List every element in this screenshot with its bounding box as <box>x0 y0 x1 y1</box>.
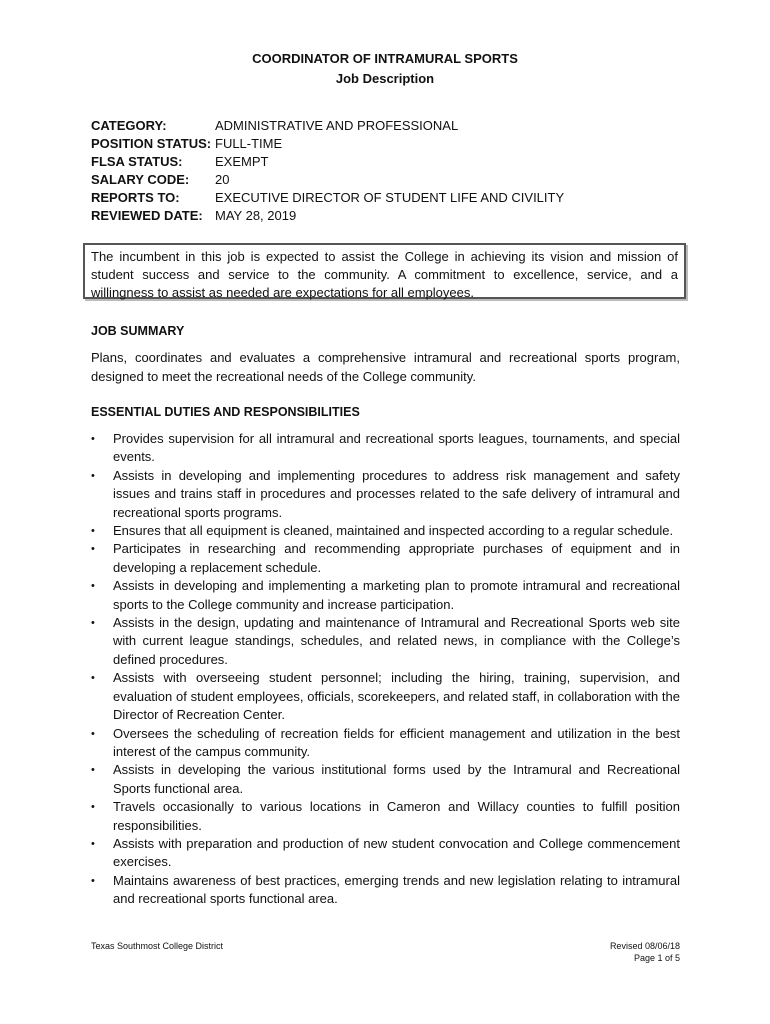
list-item <box>91 835 680 872</box>
duty-text: Assists in developing the various institutional forms used by the Intramural and Recreational Sports functional area. <box>113 762 680 796</box>
meta-value: MAY 28, 2019 <box>215 208 297 223</box>
meta-row-category <box>91 117 564 135</box>
bullet-icon: • <box>91 727 95 740</box>
bullet-icon: • <box>91 672 95 685</box>
list-item <box>91 467 680 522</box>
duty-text: Oversees the scheduling of recreation fields for efficient management and utilization in the best interest of the campus community. <box>113 725 680 759</box>
list-item <box>91 522 680 540</box>
bullet-icon: • <box>91 543 95 556</box>
bullet-icon: • <box>91 617 95 630</box>
meta-value: EXEMPT <box>215 154 269 169</box>
title-block <box>0 49 770 89</box>
meta-value: FULL-TIME <box>215 136 283 151</box>
list-item <box>91 725 680 762</box>
duty-text: Assists with preparation and production of new student convocation and College commencement exercises. <box>113 835 680 870</box>
list-item <box>91 798 680 835</box>
expectations-notice-box: The incumbent in this job is expected to assist the College in achieving its vision and mission of student success and service to the community. A commitment to excellence, service, and a willingness to assist as needed are expectations for all employees. <box>83 243 686 299</box>
meta-label: FLSA STATUS: <box>91 154 183 169</box>
duties-list <box>91 430 680 909</box>
bullet-icon: • <box>91 469 95 482</box>
meta-row-flsa-status <box>91 153 564 171</box>
duty-text: Participates in researching and recommending appropriate purchases of equipment and in developing a replacement schedule. <box>113 541 680 575</box>
job-summary-text: Plans, coordinates and evaluates a comprehensive intramural and recreational sports program, designed to meet the recreational needs of the College community. <box>91 350 680 384</box>
job-summary-heading: JOB SUMMARY <box>91 324 185 338</box>
meta-value: 20 <box>215 172 230 187</box>
list-item <box>91 577 680 614</box>
bullet-icon: • <box>91 525 95 538</box>
duty-text: Travels occasionally to various locations in Cameron and Willacy counties to fulfill position responsibilities. <box>113 799 680 833</box>
list-item <box>91 540 680 577</box>
bullet-icon: • <box>91 801 95 814</box>
duty-text: Maintains awareness of best practices, emerging trends and new legislation relating to intramural and recreational sports functional area. <box>113 872 680 907</box>
duty-text: Assists in the design, updating and maintenance of Intramural and Recreational Sports web site with current league standings, schedules, and related news, in compliance with the College’s defined procedures. <box>113 615 680 667</box>
bullet-icon: • <box>91 433 95 445</box>
duty-text: Provides supervision for all intramural and recreational sports leagues, tournaments, and special events. <box>113 431 680 465</box>
list-item <box>91 761 680 798</box>
bullet-icon: • <box>91 764 95 777</box>
list-item <box>91 430 680 467</box>
meta-label: POSITION STATUS: <box>91 136 212 151</box>
meta-label: SALARY CODE: <box>91 172 190 187</box>
duty-text: Assists with overseeing student personnel; including the hiring, training, supervision, and evaluation of student employees, officials, scorekeepers, and related staff, in collaboration with the Director of Recreation Center. <box>113 670 680 723</box>
list-item <box>91 669 680 724</box>
footer-revision <box>610 940 680 964</box>
meta-label: REVIEWED DATE: <box>91 208 203 223</box>
meta-label: REPORTS TO: <box>91 190 180 205</box>
duty-text: Assists in developing and implementing a marketing plan to promote intramural and recreational sports to the College community and increase participation. <box>113 578 680 612</box>
document-title: COORDINATOR OF INTRAMURAL SPORTS <box>252 51 518 66</box>
meta-row-reports-to <box>91 189 564 207</box>
list-item <box>91 872 680 909</box>
bullet-icon: • <box>91 580 95 593</box>
duties-heading: ESSENTIAL DUTIES AND RESPONSIBILITIES <box>91 405 360 419</box>
meta-row-position-status <box>91 135 564 153</box>
meta-row-reviewed-date <box>91 207 564 225</box>
footer-organization: Texas Southmost College District <box>91 941 224 951</box>
meta-label: CATEGORY: <box>91 118 167 133</box>
list-item <box>91 614 680 669</box>
page-number: Page 1 of 5 <box>633 953 680 963</box>
duty-text: Assists in developing and implementing procedures to address risk management and safety issues and trains staff in procedures and processes related to the safe delivery of intramural and recreational sports programs. <box>113 467 680 520</box>
document-subtitle: Job Description <box>335 71 435 86</box>
job-meta-table <box>91 117 564 225</box>
revised-date: Revised 08/06/18 <box>609 941 680 951</box>
meta-value: EXECUTIVE DIRECTOR OF STUDENT LIFE AND CIVILITY <box>215 190 565 205</box>
bullet-icon: • <box>91 837 95 850</box>
duty-text: Ensures that all equipment is cleaned, maintained and inspected according to a regular schedule. <box>113 523 674 539</box>
bullet-icon: • <box>91 874 95 887</box>
meta-row-salary-code <box>91 171 564 189</box>
meta-value: ADMINISTRATIVE AND PROFESSIONAL <box>215 118 459 133</box>
